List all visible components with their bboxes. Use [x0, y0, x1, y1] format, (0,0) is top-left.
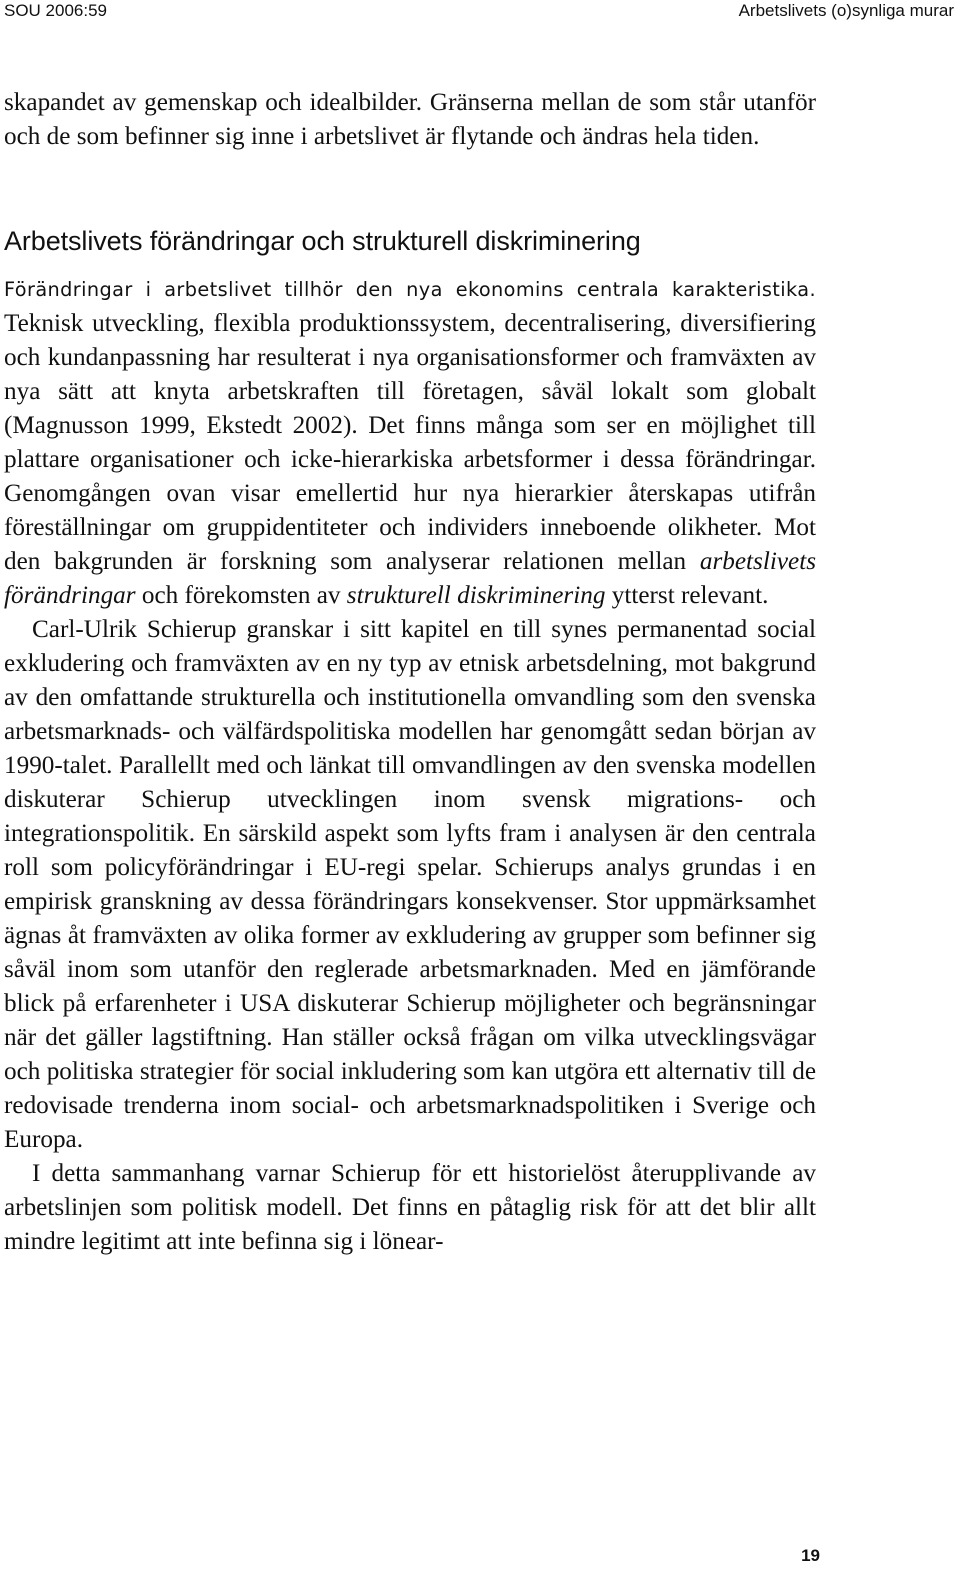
page-number: 19: [801, 1546, 820, 1565]
schierup-paragraph: Carl-Ulrik Schierup granskar i sitt kapitel en till synes permanentad social exkludering och framväxten av en ny typ av etnisk arbetsdelning, mot bakgrund av den omfattande strukturella och institutionella omvandling som den svenska arbetsmarknads- och välfärdspolitiska modellen har genomgått sedan början av 1990-talet. Parallellt med och länkat till omvandlingen av den svenska modellen diskuterar Schierup utvecklingen inom svensk migrations- och integrationspolitik. En särskild aspekt som lyfts fram i analysen är den centrala roll som policyförändringar i EU-regi spelar. Schierups analys grundas i en empirisk granskning av dessa förändringars konsekvenser. Stor uppmärksamhet ägnas åt framväxten av olika former av exkludering av grupper som befinner sig såväl inom som utanför den reglerade arbetsmarknaden. Med en jämförande blick på erfarenheter i USA diskuterar Schierup möjligheter och begränsningar när det gäller lagstiftning. Han ställer också frågan om vilka utvecklingsvägar och politiska strategier för social inkludering som kan utgöra ett alternativ till de redovisade trenderna inom social- och arbetsmarknadspolitiken i Sverige och Europa.: [4, 616, 816, 1153]
section-first-paragraph: [4, 272, 816, 613]
document-id: SOU 2006:59: [4, 1, 108, 20]
paragraph-text: Teknisk utveckling, flexibla produktionssystem, decentralisering, diversifiering och kundanpassning har resulterat i nya organisationsformer och framväxten av nya sätt att knyta arbetskraften till företagen, såväl lokalt som globalt (Magnusson 1999, Ekstedt 2002). Det finns många som ser en möjlighet till plattare organisationer och icke-hierarkiska arbetsformer i dessa förändringar. Genomgången ovan visar emellertid hur nya hierarkier återskapas utifrån föreställningar om gruppidentiteter och individers inneboende olikheter. Mot den bakgrunden är forskning som analyserar relationen mellan: [4, 310, 816, 575]
lead-in-text: Förändringar i arbetslivet tillhör den nya ekonomins centrala karakteristika.: [4, 278, 816, 301]
paragraph-text: ytterst relevant.: [611, 582, 769, 609]
running-header: [0, 0, 960, 22]
intro-paragraph: skapandet av gemenskap och idealbilder. Gränserna mellan de som står utanför och de som befinner sig inne i arbetslivet är flytande och ändras hela tiden.: [4, 89, 816, 150]
paragraph-text: och förekomsten av: [141, 582, 341, 609]
emphasis-term: arbetslivets förändringar: [4, 548, 817, 609]
page-body: [4, 86, 816, 1259]
running-title: Arbetslivets (o)synliga murar: [738, 1, 954, 20]
section-heading: Arbetslivets förändringar och strukturell diskriminering: [4, 226, 641, 256]
emphasis-term: strukturell diskriminering: [346, 582, 606, 609]
final-paragraph: I detta sammanhang varnar Schierup för ett historielöst återupplivande av arbetslinjen som politisk modell. Det finns en påtaglig risk för att det blir allt mindre legitimt att inte befinna sig i lönear-: [4, 1160, 816, 1255]
